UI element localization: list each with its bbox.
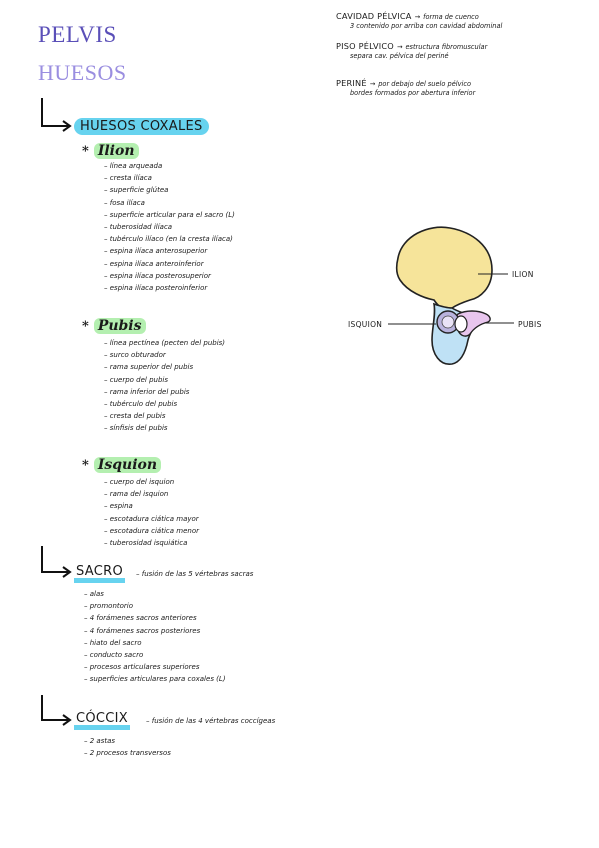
definition-text-2: 3 contenido por arriba con cavidad abdominal <box>350 21 503 30</box>
list-item: – 4 forámenes sacros anteriores <box>84 612 226 624</box>
definition-piso <box>336 42 591 60</box>
list-coccix <box>84 735 171 759</box>
section-heading-coccix: CÓCCIX <box>74 712 130 730</box>
list-item: – alas <box>84 588 226 600</box>
list-item: – cuerpo del pubis <box>104 374 225 386</box>
list-item: – superficies articulares para coxales (L) <box>84 673 226 685</box>
subheading-pubis <box>82 318 146 334</box>
definition-text-2: bordes formados por abertura inferior <box>350 88 476 97</box>
asterisk-icon: * <box>82 458 89 473</box>
list-item: – fosa ilíaca <box>104 197 235 209</box>
list-item: – 4 forámenes sacros posteriores <box>84 625 226 637</box>
section-arrow-icon <box>36 544 76 584</box>
asterisk-icon: * <box>82 144 89 159</box>
list-item: – tubérculo ilíaco (en la cresta ilíaca) <box>104 233 235 245</box>
list-item: – espina ilíaca posterosuperior <box>104 270 235 282</box>
list-item: – hiato del sacro <box>84 637 226 649</box>
list-item: – 2 procesos transversos <box>84 747 171 759</box>
section-arrow-icon <box>36 96 76 136</box>
list-item: – tubérculo del pubis <box>104 398 225 410</box>
list-item: – línea pectínea (pecten del pubis) <box>104 337 225 349</box>
list-pubis <box>104 337 225 435</box>
subheading-label: Ilion <box>94 143 139 159</box>
list-item: – 2 astas <box>84 735 171 747</box>
label-ilion: ILION <box>512 270 534 279</box>
list-item: – sínfisis del pubis <box>104 422 225 434</box>
subheading-isquion <box>82 457 161 473</box>
definition-text: forma de cuenco <box>423 13 479 21</box>
page-title: PELVIS <box>38 22 117 47</box>
section-heading-coxales: HUESOS COXALES <box>74 118 209 135</box>
definition-text-2: separa cav. pélvica del periné <box>350 51 449 60</box>
list-item: – cresta del pubis <box>104 410 225 422</box>
section-note-sacro: – fusión de las 5 vértebras sacras <box>136 570 254 578</box>
list-item: – promontorio <box>84 600 226 612</box>
subheading-label: Isquion <box>94 457 161 473</box>
list-sacro <box>84 588 226 686</box>
list-item: – tuberosidad ilíaca <box>104 221 235 233</box>
list-item: – superficie glútea <box>104 184 235 196</box>
obturator-foramen-shape <box>455 316 467 332</box>
subheading-label: Pubis <box>94 318 146 334</box>
list-item: – rama inferior del pubis <box>104 386 225 398</box>
subheading-ilion <box>82 143 139 159</box>
list-item: – tuberosidad isquiática <box>104 537 199 549</box>
arrow-right-icon: → <box>369 80 376 88</box>
list-item: – espina ilíaca anterosuperior <box>104 245 235 257</box>
arrow-right-icon: → <box>414 13 421 21</box>
list-item: – surco obturador <box>104 349 225 361</box>
definition-perine <box>336 79 591 97</box>
list-ilion <box>104 160 235 294</box>
list-item: – conducto sacro <box>84 649 226 661</box>
list-item: – procesos articulares superiores <box>84 661 226 673</box>
list-item: – rama del isquion <box>104 488 199 500</box>
label-isquion: ISQUION <box>348 320 383 329</box>
list-item: – espina ilíaca posteroinferior <box>104 282 235 294</box>
list-item: – cresta ilíaca <box>104 172 235 184</box>
page-subtitle: HUESOS <box>38 60 127 85</box>
list-item: – espina <box>104 500 199 512</box>
arrow-right-icon: → <box>396 43 403 51</box>
definition-term: PISO PÉLVICO <box>336 41 394 51</box>
asterisk-icon: * <box>82 319 89 334</box>
list-item: – escotadura ciática mayor <box>104 513 199 525</box>
definition-term: PERINÉ <box>336 78 367 88</box>
list-item: – escotadura ciática menor <box>104 525 199 537</box>
list-item: – rama superior del pubis <box>104 361 225 373</box>
hip-bone-diagram <box>340 218 560 378</box>
definition-term: CAVIDAD PÉLVICA <box>336 11 412 21</box>
list-item: – espina ilíaca anteroinferior <box>104 258 235 270</box>
list-item: – cuerpo del isquion <box>104 476 199 488</box>
section-arrow-icon <box>36 693 76 733</box>
label-pubis: PUBIS <box>518 320 542 329</box>
section-note-coccix: – fusión de las 4 vértebras coccígeas <box>146 717 276 725</box>
definition-cavidad <box>336 12 591 30</box>
list-item: – línea arqueada <box>104 160 235 172</box>
list-isquion <box>104 476 199 549</box>
definition-text: estructura fibromuscular <box>405 43 488 51</box>
list-item: – superficie articular para el sacro (L) <box>104 209 235 221</box>
definition-text: por debajo del suelo pélvico <box>378 80 471 88</box>
section-heading-sacro: SACRO <box>74 565 125 583</box>
ilion-region <box>397 227 492 309</box>
